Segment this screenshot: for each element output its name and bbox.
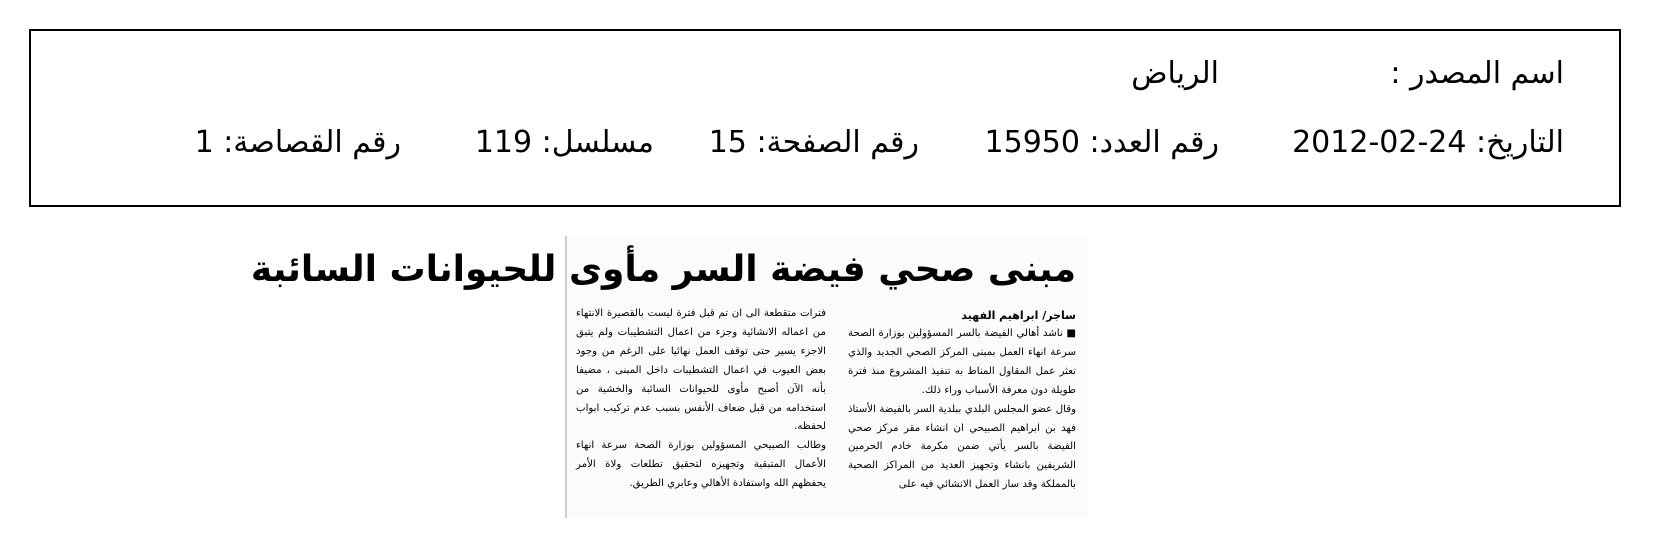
- page-number-field: رقم الصفحة: 15: [708, 125, 919, 160]
- article-paragraph: فترات متقطعة الى ان تم قبل فترة ليست بالقصيرة الانتهاء من اعماله الانشائية وجزء من اعمال التشطيبات ولم يتبق الاجزء يسير حتى توقف العمل نهائيا على الرغم من وجود بعض العيوب في اعمال التشطيبات داخل المبنى ، مضيفا بأنه الآن أصبح مأوى للحيوانات السائبة والخشية من استخدامه من قبل ضعاف الأنفس بسبب عدم تركيب ابواب لحفظه.: [576, 308, 826, 433]
- article-headline: مبنى صحي فيضة السر مأوى للحيوانات السائبة: [250, 249, 1076, 290]
- source-value: الرياض: [1131, 56, 1219, 91]
- clip-number-field: رقم القصاصة: 1: [194, 125, 401, 160]
- newspaper-clipping: [250, 236, 1088, 518]
- date-field: التاريخ: 24-02-2012: [1292, 125, 1564, 160]
- article-paragraph: وقال عضو المجلس البلدي ببلدية السر بالفيضة الأستاذ فهد بن ابراهيم الصبيحي ان انشاء مقر مركز صحي الفيضة بالسر يأتي ضمن مكرمة خادم الحرمين الشريفين بانشاء وتجهيز العديد من المراكز الصحية بالمملكة وقد سار العمل الانشائي فيه على: [848, 403, 1076, 491]
- article-column-left: [576, 305, 826, 494]
- serial-number-field: مسلسل: 119: [474, 125, 654, 160]
- clipping-metadata-box: [29, 29, 1621, 207]
- source-label: اسم المصدر :: [1390, 56, 1564, 91]
- issue-number-field: رقم العدد: 15950: [984, 125, 1219, 160]
- article-paragraph: وطالب الصبيحي المسؤولين بوزارة الصحة سرعة انهاء الأعمال المتبقية وتجهيزه لتحقيق تطلعات ولاة الأمر يحفظهم الله واستفادة الأهالي وعابري الطريق.: [576, 440, 826, 490]
- article-byline: ساجر/ ابراهيم الفهيد: [961, 309, 1076, 322]
- article-column-right: [848, 325, 1076, 495]
- article-paragraph: ■ ناشد أهالي الفيضة بالسر المسؤولين بوزارة الصحة سرعة انهاء العمل بمبنى المركز الصحي الجديد والذي تعثر عمل المقاول المناط به تنفيذ المشروع منذ فترة طويلة دون معرفة الأسباب وراء ذلك.: [848, 328, 1076, 396]
